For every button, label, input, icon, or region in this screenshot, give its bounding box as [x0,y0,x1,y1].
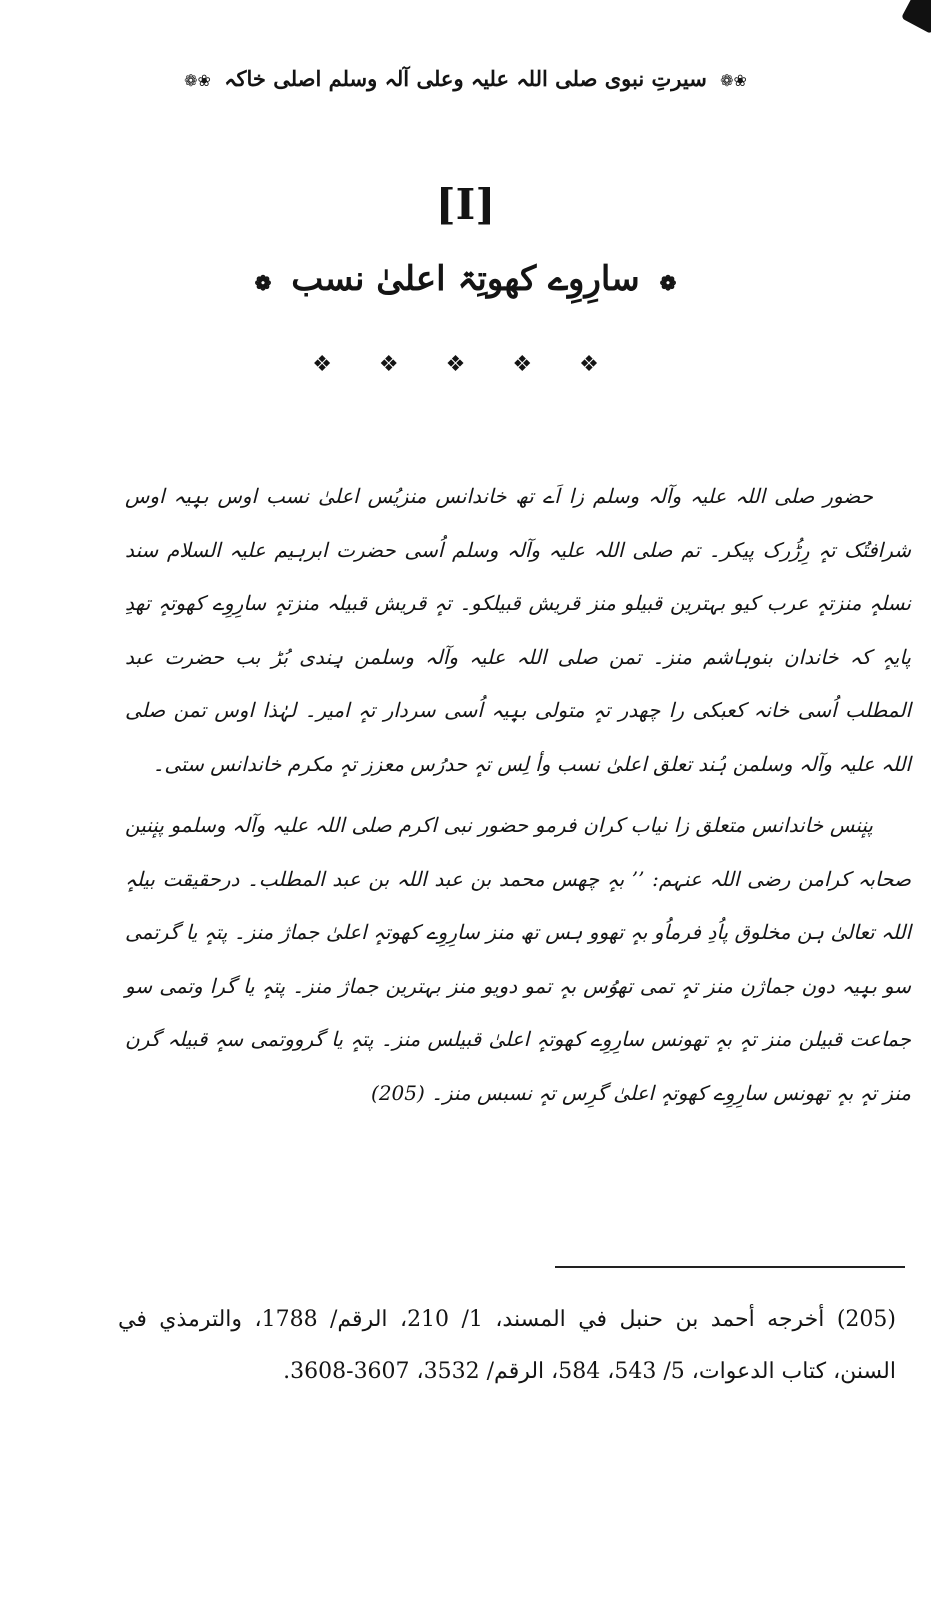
page-corner-shadow [901,0,931,34]
chapter-body [125,470,911,1120]
footnote-separator [555,1266,905,1268]
title-ornament-right-icon: ❁ [659,271,677,295]
header-ornament-left-icon: ❀❁ [184,71,211,90]
running-header-title: سیرتِ نبوی صلی اللہ علیہ وعلی آلہ وسلم اصلی خاکہ [224,66,707,91]
chapter-title: سارِوِے کھوتِۃ اعلیٰ نسب [291,259,640,299]
title-ornament-left-icon: ❁ [254,271,272,295]
body-paragraph-2: پنٕنس خاندانس متعلق زا نیاب کران فرمو حضور نبی اکرم صلی اللہ علیہ وآلہ وسلمو پنٕنین صحابہ کرامن رضی اللہ عنہم: ’’ بہٕ چھس محمد بن عبد اللہ بن عبد المطلب۔ درحقیقت بیلہٕ اللہ تعالیٰ ہن مخلوق پاُدِ فرماُو بہٕ تھوو ہس تھ منز سارِوِے کھوتہٕ اعلیٰ جماژ منز۔ پتہٕ یا گرتمی سو بیٖیہ دون جماژن منز تہٕ تمی تھوُس بہٕ تمو دویو منز بہترین جماژ منز۔ پتہٕ یا گرا وتمی سو جماعت قبیلن منز تہٕ بہٕ تھونس سارِوِے کھوتہٕ اعلیٰ قبیلس منز۔ پتہٕ یا گرووتمی سہٕ قبیلہ گرن منز تہٕ بہٕ تھونس سارِوِے کھوتہٕ اعلیٰ گرِس تہٕ نسبس منز۔ (205) [125,813,911,1105]
body-paragraph-1: حضور صلی اللہ علیہ وآلہ وسلم زا اَے تھ خاندانس منزیُس اعلیٰ نسب اوس بیٖیہ اوس شرافتُک تہٕ رِڑُرک پیکر۔ تم صلی اللہ علیہ وآلہ وسلم اُسی حضرت ابرہیم علیہ السلام سند نسلہٕ منزتہٕ عرب کیو بہترین قبیلو منز قریش قبیلکو۔ تہٕ قریش قبیلہ منزتہٕ سارِوِے کھوتہٕ تھدِ پایہٕ کہ خاندان بنوہاشم منز۔ تمن صلی اللہ علیہ وآلہ وسلمن ہِندی بُڑ بب حضرت عبد المطلب اُسی خانہ کعبکی را چھدر تہٕ متولی بیٖیہ اُسی سردار تہٕ امیر۔ لہٰذا اوس تمن صلی اللہ علیہ وآلہ وسلمن ہُند تعلق اعلیٰ نسب وأ لِس تہٕ حدرُس معزز تہٕ مکرم خاندانس ستی۔ [125,484,911,776]
chapter-heading [0,258,931,299]
running-header [0,66,931,91]
ornamental-divider: ❖ ❖ ❖ ❖ ❖ [312,352,619,377]
footnote: (205) أخرجه أحمد بن حنبل في المسند، 1/ 210، الرقم/ 1788، والترمذي في السنن، كتاب الدعوات، 5/ 543، 584، الرقم/ 3532، 3607-3608. [118,1307,896,1384]
header-ornament-right-icon: ❀❁ [720,71,747,90]
chapter-number: [I] [435,180,496,229]
